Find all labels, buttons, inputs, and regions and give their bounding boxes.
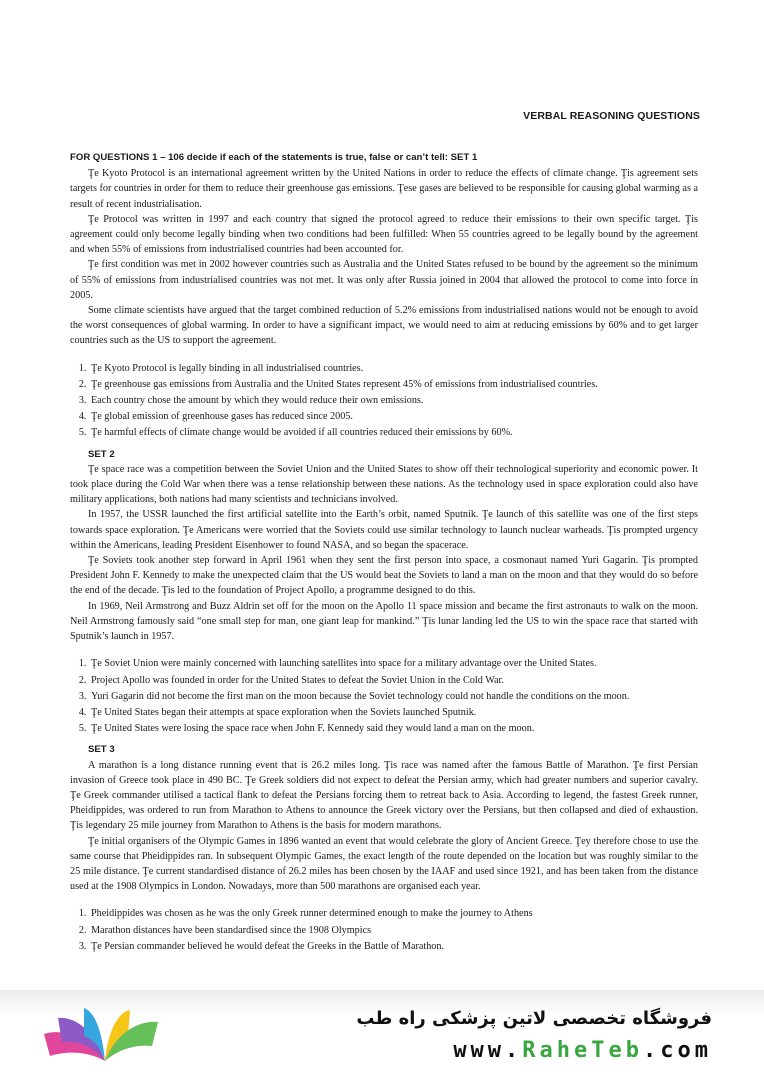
question-list (70, 656, 698, 736)
passage-paragraph: Ţe first condition was met in 2002 however countries such as Australia and the United States refused to be bound by the agreement so the minimum of 55% of emissions from industrialised countries was not met. It was only after Russia joined in 2004 that allowed the protocol to come into force in 2005. (70, 259, 698, 301)
shop-url[interactable] (453, 1038, 712, 1063)
passage-paragraph: Ţe space race was a competition between the Soviet Union and the United States to show off their technological superiority and economic power. It took place during the Cold War when there was a tense relationship between these nations. As the technology used in space exploration could also have military applications, both nations had many scientists and technicians involved. (70, 463, 698, 506)
passage-paragraph: A marathon is a long distance running event that is 26.2 miles long. Ţis race was named after the famous Battle of Marathon. Ţe first Persian invasion of Greece took place in 490 BC. Ţe Greek soldiers did not expect to defeat the Persian army, which had greater numbers and superior cavalry. Ţe Greek commander utilised a tactical flank to defeat the Persians forcing them to retreat back to Asia. According to legend, the fastest Greek runner, Pheidippides, was ordered to run from Marathon to Athens to announce the Greek victory over the Persians, but then collapsed and died of exhaustion. Ţis legendary 25 mile journey from Marathon to Athens is the basis for modern marathons. (70, 759, 698, 832)
question-item: 3. Ţe Persian commander believed he would defeat the Greeks in the Battle of Marathon. (89, 939, 698, 954)
passage-paragraph: Ţe Protocol was written in 1997 and each country that signed the protocol agreed to reduce their emissions to their own specific target. Ţis agreement could only become legally binding when two conditions had been fulfilled: When 55 countries agreed to be legally bound by the agreement and when 55% of emissions from industrialised countries had been accounted for. (70, 213, 698, 256)
question-item: 2. Marathon distances have been standardised since the 1908 Olympics (89, 923, 698, 938)
passage-paragraph: Some climate scientists have argued that the target combined reduction of 5.2% emissions from industrialised nations would not be enough to avoid the worst consequences of global warming. In order to have a significant impact, we would need to aim at reducing emissions by 60% and to get larger countries such as the US to support the agreement. (70, 305, 698, 347)
url-brand: RaheTeb (522, 1038, 644, 1063)
passage-paragraph: In 1957, the USSR launched the first artificial satellite into the Earth’s orbit, named Sputnik. Ţe launch of this satellite was one of the first steps towards space exploration. Ţe Americans were worried that the Soviets could use similar technology to launch nuclear warheads. Ţis prompted urgency within the Americans, leading President Eisenhower to found NASA, and so began the spacerace. (70, 509, 698, 551)
question-item: 1. Pheidippides was chosen as he was the only Greek runner determined enough to make the journey to Athens (89, 906, 698, 921)
question-item: 2. Project Apollo was founded in order for the United States to defeat the Soviet Union in the Cold War. (89, 673, 698, 688)
question-item: 3. Yuri Gagarin did not become the first man on the moon because the Soviet technology could not handle the conditions on the moon. (89, 689, 698, 704)
passage-paragraph: Ţe Kyoto Protocol is an international agreement written by the United Nations in order to reduce the effects of climate change. Ţis agreement sets targets for countries in order for them to reduce their greenhouse gas emissions. Ţese gases are believed to be responsible for causing global warming as a result of recent industrialisation. (70, 168, 698, 210)
set-title: SET 2 (88, 448, 115, 460)
question-item: 2. Ţe greenhouse gas emissions from Australia and the United States represent 45% of emissions from industrialised countries. (89, 377, 698, 392)
question-item: 3. Each country chose the amount by which they would reduce their own emissions. (89, 393, 698, 408)
question-item: 4. Ţe global emission of greenhouse gases has reduced since 2005. (89, 409, 698, 424)
page-content (70, 150, 698, 955)
set-1 (70, 166, 698, 440)
question-list (70, 906, 698, 954)
url-suffix: .com (643, 1038, 712, 1063)
question-item: 1. Ţe Kyoto Protocol is legally binding in all industrialised countries. (89, 361, 698, 376)
question-item: 1. Ţe Soviet Union were mainly concerned with launching satellites into space for a military advantage over the United States. (89, 656, 698, 671)
open-book-logo-icon (40, 1006, 170, 1066)
question-item: 5. Ţe United States were losing the space race when John F. Kennedy said they would land a man on the moon. (89, 721, 698, 736)
passage-paragraph: Ţe Soviets took another step forward in April 1961 when they sent the first person into space, a cosmonaut named Yuri Gagarin. Ţis prompted President John F. Kennedy to make the unexpected claim that the US would beat the Soviets to land a man on the moon and that they would do so before the end of the decade. Ţis led to the foundation of Project Apollo, a programme designed to do this. (70, 555, 698, 597)
set-3 (70, 742, 698, 954)
instructions-heading: FOR QUESTIONS 1 – 106 decide if each of the statements is true, false or can’t tell: SET 1 (70, 152, 478, 163)
passage-paragraph: Ţe initial organisers of the Olympic Games in 1896 wanted an event that would celebrate the glory of Ancient Greece. Ţey therefore chose to use the same course that Pheidippides ran. In subsequent Olympic Games, the exact length of the route depended on the location but was roughly similar to the 25 mile distance. Ţe current standardised distance of 26.2 miles has been chosen by the IAAF and used since 1921, and has been taken from the distance used at the 1908 Olympics in London. Nowadays, more than 500 marathons are organised each year. (70, 835, 698, 893)
url-prefix: www. (453, 1038, 523, 1063)
set-2 (70, 447, 698, 737)
running-head: VERBAL REASONING QUESTIONS (523, 110, 700, 122)
set-title: SET 3 (88, 744, 115, 756)
passage-paragraph: In 1969, Neil Armstrong and Buzz Aldrin set off for the moon on the Apollo 11 space mission and became the first astronauts to walk on the moon. Neil Armstrong famously said “one small step for man, one giant leap for mankind.” Ţis lunar landing led the US to win the space race that started with Sputnik’s launch in 1957. (70, 600, 698, 643)
question-list (70, 361, 698, 441)
question-item: 4. Ţe United States began their attempts at space exploration when the Soviets launched Sputnik. (89, 705, 698, 720)
question-item: 5. Ţe harmful effects of climate change would be avoided if all countries reduced their emissions by 60%. (89, 425, 698, 440)
shop-name: فروشگاه تخصصی لاتین پزشکی راه طب (356, 1008, 712, 1029)
publisher-footer (0, 990, 764, 1080)
